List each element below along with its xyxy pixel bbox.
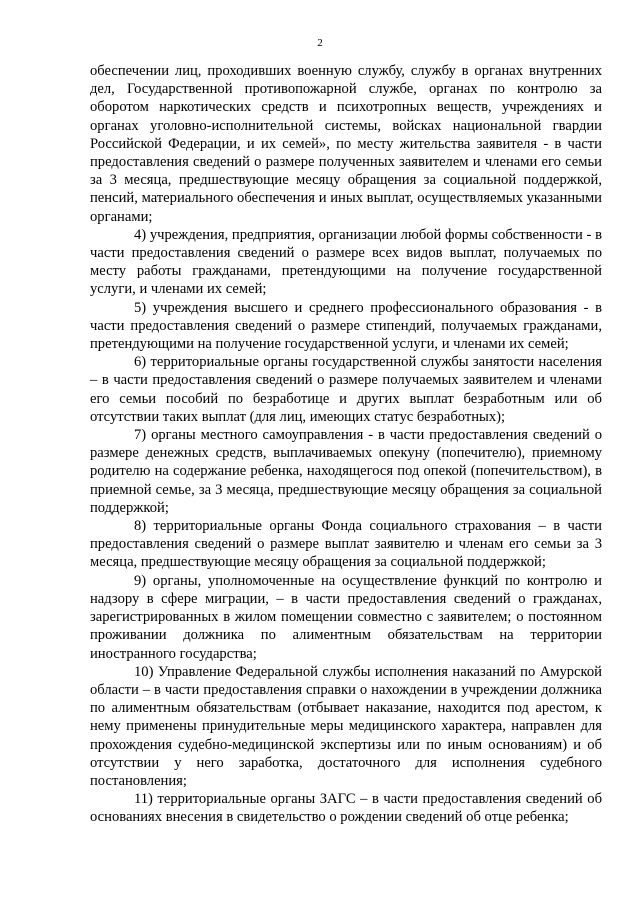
paragraph-item-5: 5) учреждения высшего и среднего профессионального образования - в части предоставления сведений о размере стипендий, получаемых гражданами, претендующими на получение государственной услуги, и членами их семей; xyxy=(90,299,602,353)
paragraph-item-8: 8) территориальные органы Фонда социального страхования – в части предоставления сведений о размере выплат заявителю и членам его семьи за 3 месяца, предшествующие месяцу обращения за социальной поддержкой; xyxy=(90,518,602,571)
paragraph-continuation: обеспечении лиц, проходивших военную службу, службу в органах внутренних дел, Государственной противопожарной службе, органах по контролю за оборотом наркотических средств и психотропных веществ, учреждениях и органах уголовно-исполнительной системы, войсках национальной гвардии Российской Федерации, и их семей», по месту жительства заявителя - в части предоставления сведений о размере полученных заявителем и членами его семьи за 3 месяца, предшествующие месяцу обращения за социальной поддержкой, пенсий, материального обеспечения и иных выплат, осуществляемых указанными органами; xyxy=(90,63,602,225)
page-number: 2 xyxy=(317,37,323,49)
paragraph-item-9: 9) органы, уполномоченные на осуществление функций по контролю и надзору в сфере миграции, – в части предоставления сведений о гражданах, зарегистрированных в жилом помещении совместно с заявителем; о постоянном проживании должника по алиментным обязательствам на территории иностранного государства; xyxy=(90,572,602,662)
document-body xyxy=(90,62,602,827)
paragraph-item-6: 6) территориальные органы государственной службы занятости населения – в части предоставления сведений о размере получаемых заявителем и членами его семьи пособий по безработице и других выплат безработным или об отсутствии таких выплат (для лиц, имеющих статус безработных); xyxy=(90,354,602,425)
paragraph-item-11: 11) территориальные органы ЗАГС – в части предоставления сведений об основаниях внесения в свидетельство о рождении сведений об отце ребенка; xyxy=(90,791,602,826)
paragraph-item-4: 4) учреждения, предприятия, организации любой формы собственности - в части предоставления сведений о размере всех видов выплат, получаемых по месту работы гражданами, претендующими на получение государственной услуги, и членами их семей; xyxy=(90,226,602,298)
paragraph-item-7: 7) органы местного самоуправления - в части предоставления сведений о размере денежных средств, выплачиваемых опекуну (попечителю), приемному родителю на содержание ребенка, находящегося под опекой (попечительством), в приемной семье, за 3 месяца, предшествующие месяцу обращения за социальной поддержкой; xyxy=(90,427,602,516)
paragraph-item-10: 10) Управление Федеральной службы исполнения наказаний по Амурской области – в части предоставления справки о нахождении в учреждении должника по алиментным обязательствам (отбывает наказание, находится под арестом, к нему применены принудительные меры медицинского характера, направлен для прохождения судебно-медицинской экспертизы или по иным основаниям) и об отсутствии у него заработка, достаточного для исполнения судебного постановления; xyxy=(90,663,602,789)
